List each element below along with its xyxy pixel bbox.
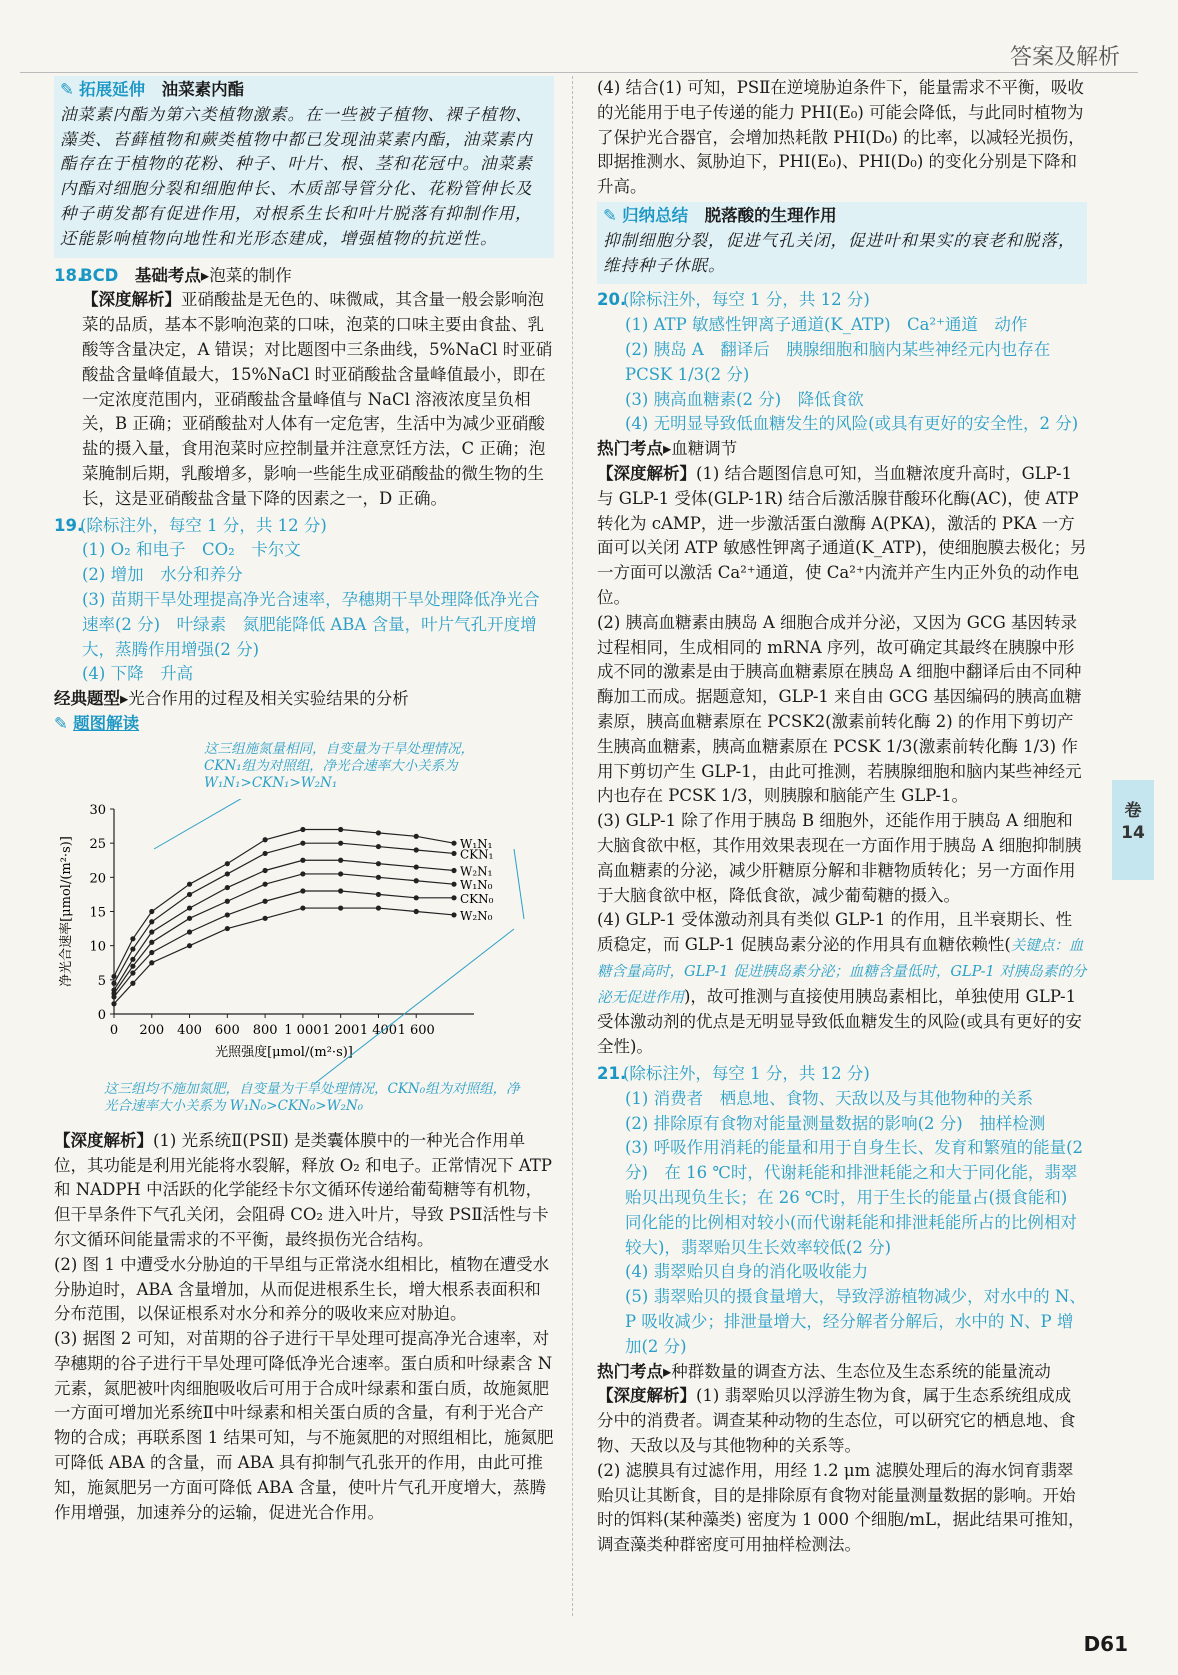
page-header-title: 答案及解析 [1009, 45, 1120, 70]
data-point [376, 905, 381, 910]
y-tick-label: 5 [97, 973, 106, 989]
data-point [451, 881, 456, 886]
extension-text: 油菜素内酯为第六类植物激素。在一些被子植物、裸子植物、藻类、苔藓植物和蕨类植物中都已发现油菜素内酯，油菜素内酯存在于植物的花粉、种子、叶片、根、茎和花冠中。油菜素内酯对细胞分裂和细胞伸长、木质部导管分化、花粉管伸长及种子萌发都有促进作用，对根系生长和叶片脱落有抑制作用，还能影响植物向地性和光形态建成，增强植物的抗逆性。 [60, 104, 533, 248]
data-point [187, 881, 192, 886]
q20-answer-4: (4) 无明显导致低血糖发生的风险(或具有更好的安全性，2 分) [625, 414, 1079, 434]
y-tick-label: 10 [89, 939, 106, 955]
q21-kp-label: 热门考点 [597, 1361, 663, 1381]
data-point [225, 861, 230, 866]
question-21: 21.(除标注外，每空 1 分，共 12 分) (1) 消费者 栖息地、食物、天敌以及与其他物种的关系 (2) 排除原有食物对能量测量数据的影响(2 分) 抽样检测 (3) 呼吸作用消耗的能量和用于自身生长、发育和繁殖的能量(2 分) 在 16 ℃时，代谢耗能和排泄耗能之和大于同化能，翡翠贻贝出现负生长；在 26 ℃时，用于生长的能量占(摄食能和) 同化能的比例相对较小(而代谢耗能和排泄耗能所占的比例相对较大)，翡翠贻贝生长效率较低(2 分) (4) 翡翠贻贝自身的消化吸收能力 (5) 翡翠贻贝的摄食量增大，导致浮游植物减少，对水中的 N、P 吸收减少；排泄量增大，经分解者分解后，水中的 N、P 增加(2 分) 热门考点▸种群数量的调查方法、生态位及生态系统的能量流动 【深度解析】(1) 翡翠贻贝以浮游生物为食，属于生态系统组成成分中的消费者。调查某种动物的生态位，可以研究它的栖息地、食物、天敌以及与其他物种的关系等。 (2) 滤膜具有过滤作用，用经 1.2 μm 滤膜处理后的海水饲育翡翠贻贝让其断食，目的是排除原有食物对能量测量数据的影响。开始时的饵料(某种藻类) 密度为 1 000 个细胞/mL，据此结果可推知，调查藻类种群密度可用抽样检测法。 [597, 1062, 1087, 1558]
x-tick-label: 800 [252, 1022, 278, 1038]
data-point [451, 895, 456, 900]
q21-analysis-p1: (1) 翡翠贻贝以浮游生物为食，属于生态系统组成成分中的消费者。调查某种动物的生态位，可以研究它的栖息地、食物、天敌以及与其他物种的关系等。 [597, 1386, 1076, 1456]
pencil-icon: ✎ [54, 713, 68, 733]
data-point [149, 909, 154, 914]
data-point [338, 888, 343, 893]
q19-answer-1: (1) O₂ 和电子 CO₂ 卡尔文 [82, 540, 301, 560]
series-label: CKN₀ [460, 891, 494, 906]
data-point [338, 871, 343, 876]
series-label: W₁N₀ [460, 877, 493, 892]
y-tick-label: 20 [89, 871, 106, 887]
data-point [187, 915, 192, 920]
data-point [111, 1001, 116, 1006]
data-point [414, 864, 419, 869]
q20-answer-1: (1) ATP 敏感性钾离子通道(K_ATP) Ca²⁺通道 动作 [625, 315, 1028, 335]
x-tick-label: 600 [214, 1022, 240, 1038]
data-point [187, 892, 192, 897]
volume-side-tab [1112, 780, 1154, 880]
series-line [114, 891, 454, 997]
q18-kp-text: 泡菜的制作 [209, 265, 292, 285]
data-point [130, 936, 135, 941]
q19-analysis [54, 1129, 554, 1526]
data-point [414, 895, 419, 900]
data-point [130, 980, 135, 985]
q19-analysis-p3: (3) 据图 2 可知，对苗期的谷子进行干旱处理可提高净光合速率，对孕穗期的谷子进行干旱处理可降低净光合速率。蛋白质和叶绿素含 N 元素，氮肥被叶肉细胞吸收后可用于合成叶绿素和蛋白质，故施氮肥一方面可增加光系统Ⅱ中叶绿素和相关蛋白质的含量，有利于光合产物的合成；再联系图 1 结果可知，与不施氮肥的对照组相比，施氮肥可降低 ABA 的含量，而 ABA 具有抑制气孔张开的作用，由此可推知，施氮肥另一方面可降低 ABA 含量，使叶片气孔开度增大，蒸腾作用增强，加速养分的运输，促进光合作用。 [54, 1329, 554, 1522]
data-point [376, 874, 381, 879]
q20-analysis-label: 【深度解析】 [597, 463, 696, 483]
x-tick-label: 0 [109, 1022, 119, 1038]
data-point [130, 956, 135, 961]
q21-answer-2: (2) 排除原有食物对能量测量数据的影响(2 分) 抽样检测 [625, 1113, 1046, 1133]
data-point [263, 868, 268, 873]
data-point [263, 851, 268, 856]
q18-analysis-label: 【深度解析】 [82, 290, 181, 310]
series-label: W₁N₁ [460, 836, 493, 851]
data-point [300, 857, 305, 862]
data-point [263, 881, 268, 886]
q20-analysis-p4b: )，故可推测与直接使用胰岛素相比，单独使用 GLP-1 受体激动剂的优点是无明显导致低血糖发生的风险(或具有更好的安全性)。 [597, 986, 1082, 1057]
data-point [376, 861, 381, 866]
page-number: D61 [1083, 1632, 1128, 1656]
annotation-pointer [314, 929, 514, 1084]
data-point [300, 871, 305, 876]
side-tab-line1: 卷 [1124, 801, 1142, 821]
q20-analysis-p1: (1) 结合题图信息可知，当血糖浓度升高时，GLP-1 与 GLP-1 受体(GLP-1R) 结合后激活腺苷酸环化酶(AC)，使 ATP 转化为 cAMP，进一步激活蛋白激酶 A(PKA)，激活的 PKA 一方面可以关闭 ATP 敏感性钾离子通道(K_ATP)，使细胞膜去极化；另一方面可以激活 Ca²⁺通道，使 Ca²⁺内流并产生内正外负的动作电位。 [597, 463, 1087, 607]
series-line [114, 829, 454, 976]
series-line [114, 908, 454, 1004]
q21-analysis-p2: (2) 滤膜具有过滤作用，用经 1.2 μm 滤膜处理后的海水饲育翡翠贻贝让其断食，目的是排除原有食物对能量测量数据的影响。开始时的饵料(某种藻类) 密度为 1 000 个细胞/mL，据此结果可推知，调查藻类种群密度可用抽样检测法。 [597, 1460, 1085, 1555]
data-point [130, 963, 135, 968]
data-point [376, 844, 381, 849]
data-point [414, 847, 419, 852]
data-point [225, 898, 230, 903]
data-point [376, 830, 381, 835]
left-column [54, 76, 554, 1525]
q19-head: (除标注外，每空 1 分，共 12 分) [80, 515, 327, 535]
annotation-pointer [514, 849, 524, 919]
extension-box [54, 76, 554, 258]
q21-answer-5: (5) 翡翠贻贝的摄食量增大，导致浮游植物减少，对水中的 N、P 吸收减少；排泄量增大，经分解者分解后，水中的 N、P 增加(2 分) [625, 1287, 1086, 1356]
data-point [451, 851, 456, 856]
summary-title: 脱落酸的生理作用 [704, 205, 837, 225]
data-point [300, 905, 305, 910]
data-point [338, 827, 343, 832]
column-divider [572, 76, 573, 1616]
data-point [414, 878, 419, 883]
summary-text: 抑制细胞分裂，促进气孔关闭，促进叶和果实的衰老和脱落，维持种子休眠。 [603, 230, 1076, 275]
q20-analysis-p4a: (4) GLP-1 受体激动剂具有类似 GLP-1 的作用，且半衰期长、性质稳定，而 GLP-1 促胰岛素分泌的作用具有血糖依赖性( [597, 910, 1073, 955]
summary-tag: 归纳总结 [622, 205, 689, 225]
q19-kp-label: 经典题型 [54, 689, 120, 709]
data-point [414, 909, 419, 914]
data-point [338, 840, 343, 845]
side-tab-line2: 14 [1121, 823, 1145, 843]
data-point [187, 929, 192, 934]
data-point [149, 950, 154, 955]
data-point [225, 926, 230, 931]
x-tick-label: 200 [139, 1022, 165, 1038]
annotation-bottom: 这三组均不施加氮肥，自变量为干旱处理情况，CKN₀组为对照组，净光合速率大小关系为 W₁N₀>CKN₀>W₂N₀ [104, 1080, 520, 1114]
data-point [225, 912, 230, 917]
q19-figure-tag: 题图解读 [73, 713, 140, 733]
y-axis-label: 净光合速率[μmol/(m²·s)] [59, 835, 74, 987]
q20-analysis-p2: (2) 胰高血糖素由胰岛 A 细胞合成并分泌，又因为 GCG 基因转录过程相同，生成相同的 mRNA 序列，故可确定其最终在胰腺中形成不同的激素是由于胰高血糖素原在胰岛 A 细胞中翻译后由不同种酶加工而成。据题意知，GLP-1 来自由 GCG 基因编码的胰高血糖素原，胰高血糖素原在 PCSK2(激素前转化酶 2) 的作用下剪切产生胰高血糖素，胰高血糖素原在 PCSK 1/3(激素前转化酶 1/3) 作用下剪切产生 GLP-1，由此可推测，若胰腺细胞和脑内某些神经元内也存在 PCSK 1/3，则胰腺和脑能产生 GLP-1。 [597, 612, 1082, 806]
data-point [451, 840, 456, 845]
data-point [300, 827, 305, 832]
x-tick-label: 1 000 [284, 1022, 322, 1038]
data-point [451, 868, 456, 873]
q20-number: 20. [597, 290, 627, 310]
y-tick-label: 30 [89, 802, 106, 818]
data-point [187, 943, 192, 948]
x-tick-label: 1 600 [397, 1022, 435, 1038]
q19-number: 19. [54, 515, 84, 535]
data-point [263, 898, 268, 903]
data-point [149, 929, 154, 934]
data-point [111, 974, 116, 979]
data-point [187, 905, 192, 910]
series-line [114, 874, 454, 994]
annotation-pointer [154, 799, 244, 849]
y-tick-label: 15 [89, 905, 106, 921]
data-point [376, 892, 381, 897]
q20-head: (除标注外，每空 1 分，共 12 分) [623, 290, 870, 310]
y-tick-label: 0 [97, 1007, 106, 1023]
q20-answer-2: (2) 胰岛 A 翻译后 胰腺细胞和脑内某些神经元内也存在 PCSK 1/3(2 分) [625, 339, 1051, 384]
data-point [149, 939, 154, 944]
header-rule [20, 72, 1138, 73]
q21-answer-3: (3) 呼吸作用消耗的能量和用于自身生长、发育和繁殖的能量(2 分) 在 16 ℃时，代谢耗能和排泄耗能之和大于同化能，翡翠贻贝出现负生长；在 26 ℃时，用于生长的能量占(摄食能和) 同化能的比例相对较小(而代谢耗能和排泄耗能所占的比例相对较大)，翡翠贻贝生长效率较低(2 分) [625, 1138, 1084, 1257]
q21-kp-text: 种群数量的调查方法、生态位及生态系统的能量流动 [671, 1361, 1051, 1381]
pencil-icon: ✎ [603, 205, 617, 225]
series-label: W₂N₀ [460, 908, 493, 923]
data-point [263, 837, 268, 842]
data-point [451, 912, 456, 917]
q19-figure [54, 737, 554, 1114]
q20-hint: 关键点：血糖含量高时，GLP-1 促进胰岛素分泌；血糖含量低时，GLP-1 对胰岛素的分泌无促进作用 [597, 938, 1087, 1006]
data-point [263, 915, 268, 920]
photosynthesis-chart [54, 799, 554, 1089]
data-point [111, 980, 116, 985]
q20-kp-label: 热门考点 [597, 439, 663, 459]
data-point [149, 919, 154, 924]
q19-analysis-p4: (4) 结合(1) 可知，PSⅡ在逆境胁迫条件下，能量需求不平衡，吸收的光能用于电子传递的能力 PHI(E₀) 可能会降低，与此同时植物为了保护光合器官，会增加热耗散 PHI(D₀) 的比率，以减轻光损伤，即据推测水、氮胁迫下，PHI(E₀)、PHI(D₀) 的变化分别是下降和升高。 [597, 78, 1085, 197]
x-axis-label: 光照强度[μmol/(m²·s)] [215, 1044, 353, 1060]
y-tick-label: 25 [89, 836, 106, 852]
series-label: CKN₁ [460, 847, 494, 862]
extension-tag: 拓展延伸 [79, 80, 146, 99]
data-point [338, 905, 343, 910]
extension-title: 油菜素内酯 [161, 80, 245, 99]
q21-number: 21. [597, 1064, 627, 1084]
q18-number: 18. [54, 265, 84, 285]
question-20: 20.(除标注外，每空 1 分，共 12 分) (1) ATP 敏感性钾离子通道(K_ATP) Ca²⁺通道 动作 (2) 胰岛 A 翻译后 胰腺细胞和脑内某些神经元内也存在 PCSK 1/3(2 分) (3) 胰高血糖素(2 分) 降低食欲 (4) 无明显导致低血糖发生的风险(或具有更好的安全性，2 分) 热门考点▸血糖调节 【深度解析】(1) 结合题图信息可知，当血糖浓度升高时，GLP-1 与 GLP-1 受体(GLP-1R) 结合后激活腺苷酸环化酶(AC)，使 ATP 转化为 cAMP，进一步激活蛋白激酶 A(PKA)，激活的 PKA 一方面可以关闭 ATP 敏感性钾离子通道(K_ATP)，使细胞膜去极化；另一方面可以激活 Ca²⁺通道，使 Ca²⁺内流并产生内正外负的动作电位。 (2) 胰高血糖素由胰岛 A 细胞合成并分泌，又因为 GCG 基因转录过程相同，生成相同的 mRNA 序列，故可确定其最终在胰腺中形成不同的激素是由于胰高血糖素原在胰岛 A 细胞中翻译后由不同种酶加工而成。据题意知，GLP-1 来自由 GCG 基因编码的胰高血糖素原，胰高血糖素原在 PCSK2(激素前转化酶 2) 的作用下剪切产生胰高血糖素，胰高血糖素原在 PCSK 1/3(激素前转化酶 1/3) 作用下剪切产生 GLP-1，由此可推测，若胰腺细胞和脑内某些神经元内也存在 PCSK 1/3，则胰腺和脑能产生 GLP-1。 (3) GLP-1 除了作用于胰岛 B 细胞外，还能作用于胰岛 A 细胞和大脑食欲中枢，其作用效果表现在一方面作用于胰岛 A 细胞抑制胰高血糖素的分泌，减少肝糖原分解和非糖物质转化；另一方面作用于大脑食欲中枢，降低食欲，减少葡萄糖的摄入。 (4) GLP-1 受体激动剂具有类似 GLP-1 的作用，且半衰期长、性质稳定，而 GLP-1 促胰岛素分泌的作用具有血糖依赖性(关键点：血糖含量高时，GLP-1 促进胰岛素分泌；血糖含量低时，GLP-1 对胰岛素的分泌无促进作用)，故可推测与直接使用胰岛素相比，单独使用 GLP-1 受体激动剂的优点是无明显导致低血糖发生的风险(或具有更好的安全性)。 [597, 290, 1087, 1057]
data-point [225, 871, 230, 876]
annotation-top: 这三组施氮量相同，自变量为干旱处理情况，CKN₁组为对照组，净光合速率大小关系为 W₁N₁>CKN₁>W₂N₁ [204, 740, 474, 791]
summary-box [597, 202, 1087, 284]
pencil-icon: ✎ [60, 80, 74, 99]
q20-kp-text: 血糖调节 [671, 439, 738, 459]
data-point [130, 970, 135, 975]
data-point [414, 833, 419, 838]
right-column [597, 76, 1087, 1558]
series-label: W₂N₁ [460, 864, 493, 879]
q19-answer-3: (3) 苗期干旱处理提高净光合速率，孕穗期干旱处理降低净光合速率(2 分) 叶绿素 氮肥能降低 ABA 含量，叶片气孔开度增大，蒸腾作用增强(2 分) [82, 589, 540, 659]
q18-answer: BCD [80, 265, 119, 285]
q21-analysis-label: 【深度解析】 [597, 1386, 696, 1406]
x-tick-label: 1 200 [322, 1022, 360, 1038]
question-19: 19.(除标注外，每空 1 分，共 12 分) (1) O₂ 和电子 CO₂ 卡尔文 (2) 增加 水分和养分 (3) 苗期干旱处理提高净光合速率，孕穗期干旱处理降低净光合速率(2 分) 叶绿素 氮肥能降低 ABA 含量，叶片气孔开度增大，蒸腾作用增强(2 分) (4) 下降 升高 经典题型▸光合作用的过程及相关实验结果的分析 ✎ 题图解读 [54, 514, 554, 737]
data-point [300, 840, 305, 845]
q19-analysis-p2: (2) 图 1 中遭受水分胁迫的干旱组与正常浇水组相比，植物在遭受水分胁迫时，ABA 含量增加，从而促进根系生长，增大根系表面积和分布范围，以保证根系对水分和养分的吸收来应对胁迫。 [54, 1254, 550, 1324]
q19-kp-text: 光合作用的过程及相关实验结果的分析 [128, 689, 409, 709]
q21-head: (除标注外，每空 1 分，共 12 分) [623, 1064, 870, 1084]
q21-answer-4: (4) 翡翠贻贝自身的消化吸收能力 [625, 1262, 869, 1282]
data-point [130, 946, 135, 951]
q18-kp-label: 基础考点 [134, 265, 201, 285]
q18-analysis-text: 亚硝酸盐是无色的、味微咸，其含量一般会影响泡菜的品质，基本不影响泡菜的口味，泡菜的口味主要由食盐、乳酸等含量决定，A 错误；对比题图中三条曲线，5%NaCl 时亚硝酸盐含量峰值最大，15%NaCl 时亚硝酸盐含量峰值最小，即在一定浓度范围内，亚硝酸盐含量峰值与 NaCl 溶液浓度呈负相关，B 正确；亚硝酸盐对人体有一定危害，生活中为减少亚硝酸盐的摄入量，食用泡菜时应控制量并注意烹饪方法，C 正确；泡菜腌制后期，乳酸增多，影响一些能生成亚硝酸盐的微生物的生长，这是亚硝酸盐含量下降的因素之一，D 正确。 [82, 290, 553, 508]
q19-analysis-p1: (1) 光系统Ⅱ(PSⅡ) 是类囊体膜中的一种光合作用单位，其功能是利用光能将水裂解，释放 O₂ 和电子。正常情况下 ATP 和 NADPH 中活跃的化学能经卡尔文循环传递给葡萄糖等有机物，但干旱条件下气孔关闭，会阻碍 CO₂ 进入叶片，导致 PSⅡ活性与卡尔文循环间能量需求的不平衡，最终损伤光合结构。 [54, 1130, 552, 1249]
question-18: 18.BCD 基础考点▸泡菜的制作 【深度解析】亚硝酸盐是无色的、味微咸，其含量一般会影响泡菜的品质，基本不影响泡菜的口味，泡菜的口味主要由食盐、乳酸等含量决定，A 错误；对比题图中三条曲线，5%NaCl 时亚硝酸盐含量峰值最大，15%NaCl 时亚硝酸盐含量峰值最小，即在一定浓度范围内，亚硝酸盐含量峰值与 NaCl 溶液浓度呈负相关，B 正确；亚硝酸盐对人体有一定危害，生活中为减少亚硝酸盐的摄入量，食用泡菜时应控制量并注意烹饪方法，C 正确；泡菜腌制后期，乳酸增多，影响一些能生成亚硝酸盐的微生物的生长，这是亚硝酸盐含量下降的因素之一，D 正确。 [54, 265, 553, 508]
q21-answer-1: (1) 消费者 栖息地、食物、天敌以及与其他物种的关系 [625, 1088, 1034, 1108]
data-point [111, 994, 116, 999]
data-point [225, 885, 230, 890]
q20-answer-3: (3) 胰高血糖素(2 分) 降低食欲 [625, 389, 864, 409]
data-point [300, 888, 305, 893]
q20-analysis-p3: (3) GLP-1 除了作用于胰岛 B 细胞外，还能作用于胰岛 A 细胞和大脑食欲中枢，其作用效果表现在一方面作用于胰岛 A 细胞抑制胰高血糖素的分泌，减少肝糖原分解和非糖物质转化；另一方面作用于大脑食欲中枢，降低食欲，减少葡萄糖的摄入。 [597, 811, 1082, 905]
data-point [338, 857, 343, 862]
q19-answer-2: (2) 增加 水分和养分 [82, 565, 243, 585]
data-point [149, 960, 154, 965]
x-tick-label: 1 400 [359, 1022, 398, 1038]
q19-analysis-label: 【深度解析】 [54, 1130, 153, 1150]
x-tick-label: 400 [177, 1022, 202, 1038]
q19-answer-4: (4) 下降 升高 [82, 664, 194, 684]
